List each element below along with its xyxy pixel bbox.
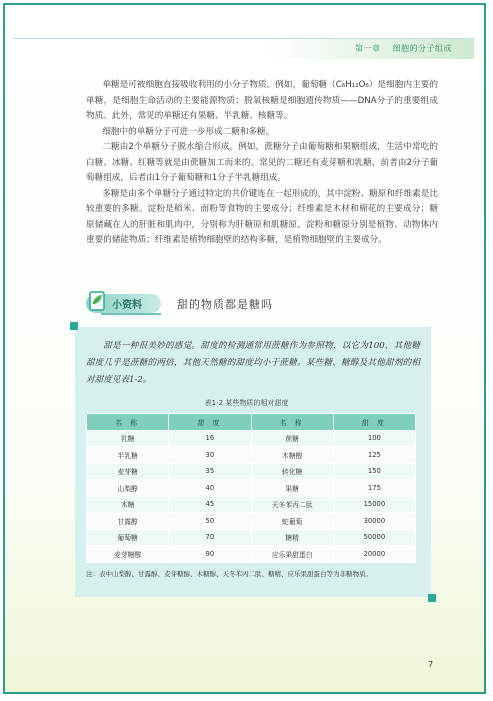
- sweetness-table: [86, 413, 416, 563]
- substance-name-cell: 天冬苯丙二肽: [251, 496, 333, 513]
- substance-name-cell: 葡萄糖: [87, 529, 169, 546]
- sweetness-value-cell: 125: [333, 447, 415, 464]
- sweetness-value-cell: 150: [333, 463, 415, 480]
- paragraph-disaccharide: 二糖由2个单糖分子脱水缩合形成。例如，蔗糖分子由葡萄糖和果糖组成，生活中常吃的白糖、冰糖、红糖等就是由蔗糖加工而来的。常见的二糖还有麦芽糖和乳糖，前者由2分子葡萄糖组成，后者由1分子葡萄糖和1分子半乳糖组成。: [86, 142, 438, 183]
- substance-name-cell: 木糖: [87, 496, 169, 513]
- substance-name-cell: 麦芽糖醇: [87, 546, 169, 563]
- sweetness-value-cell: 16: [169, 430, 251, 447]
- badge-underline: [101, 313, 161, 315]
- sweetness-value-cell: 20000: [333, 546, 415, 563]
- table-caption: 表1-2 某些物质的相对甜度: [204, 399, 289, 407]
- page-number: 7: [428, 660, 434, 669]
- sweetness-value-cell: 40: [169, 480, 251, 497]
- table-row: [87, 529, 416, 546]
- table-row: [87, 463, 416, 480]
- substance-name-cell: 转化糖: [251, 463, 333, 480]
- substance-name-cell: 木糖醇: [251, 447, 333, 464]
- sweetness-value-cell: 30000: [333, 513, 415, 530]
- column-header: 名 称: [251, 414, 333, 431]
- info-box-title: 甜的物质都是糖吗: [177, 298, 273, 311]
- substance-name-cell: 果糖: [251, 480, 333, 497]
- sweetness-value-cell: 175: [333, 480, 415, 497]
- sweetness-value-cell: 70: [169, 529, 251, 546]
- sweetness-value-cell: 15000: [333, 496, 415, 513]
- chapter-title: [355, 43, 452, 54]
- info-box-intro: [86, 338, 420, 389]
- sweetness-value-cell: 50000: [333, 529, 415, 546]
- paragraph-transition: 细胞中的单糖分子可进一步形成二糖和多糖。: [102, 126, 275, 137]
- table-row: [87, 496, 416, 513]
- sweetness-value-cell: 50: [169, 513, 251, 530]
- column-header: 甜 度: [169, 414, 251, 431]
- substance-name-cell: 糖精: [251, 529, 333, 546]
- intro-paragraph: 甜是一种很美妙的感觉。甜度的检测通常用蔗糖作为参照物，以它为100，其他糖甜度几乎是蔗糖的两倍，其他天然糖的甜度均小于蔗糖。某些糖、糖醇及其他甜剂的相对甜度见表1-2。: [86, 341, 420, 385]
- table-body: [87, 430, 416, 562]
- substance-name-cell: 蔗糖: [251, 430, 333, 447]
- info-badge-label: 小资料: [112, 300, 142, 311]
- chapter-header: [13, 38, 474, 59]
- paragraph-monosaccharide: 单糖是可被细胞直接吸收利用的小分子物质。例如，葡萄糖（C₆H₁₂O₆）是细胞内主要的单糖，是细胞生命活动的主要能源物质；脱氧核糖是细胞遗传物质——DNA分子的重要组成物质。此外，常见的单糖还有果糖、半乳糖、核糖等。: [86, 80, 438, 121]
- table-row: [87, 480, 416, 497]
- chapter-number: 第一章: [355, 44, 381, 53]
- sweetness-value-cell: 30: [169, 447, 251, 464]
- corner-marker-top-left: [70, 322, 78, 330]
- leaf-icon: [88, 290, 106, 312]
- table-row: [87, 430, 416, 447]
- substance-name-cell: 乳糖: [87, 430, 169, 447]
- substance-name-cell: 甘露醇: [87, 513, 169, 530]
- sweetness-value-cell: 90: [169, 546, 251, 563]
- column-header: 甜 度: [333, 414, 415, 431]
- substance-name-cell: 应乐果甜蛋白: [251, 546, 333, 563]
- substance-name-cell: 蛇葡萄: [251, 513, 333, 530]
- substance-name-cell: 山梨醇: [87, 480, 169, 497]
- substance-name-cell: 半乳糖: [87, 447, 169, 464]
- corner-marker-bottom-right: [428, 594, 436, 602]
- sweetness-value-cell: 100: [333, 430, 415, 447]
- paragraph-polysaccharide: 多糖是由多个单糖分子通过特定的共价键连在一起形成的，其中淀粉、糖原和纤维素是比较重要的多糖。淀粉是稻米、面粉等食物的主要成分；纤维素是木材和棉花的主要成分；糖原储藏在人的肝脏和肌肉中，分别称为肝糖原和肌糖原。淀粉和糖原分别是植物、动物体内重要的储能物质；纤维素是植物细胞壁的结构多糖，是植物细胞壁的主要成分。: [86, 188, 438, 245]
- table-row: [87, 546, 416, 563]
- section-name: 细胞的分子组成: [392, 44, 452, 53]
- substance-name-cell: 麦芽糖: [87, 463, 169, 480]
- table-row: [87, 447, 416, 464]
- column-header: 名 称: [87, 414, 169, 431]
- table-header-row: [87, 414, 416, 431]
- sweetness-value-cell: 45: [169, 496, 251, 513]
- table-row: [87, 513, 416, 530]
- sweetness-value-cell: 35: [169, 463, 251, 480]
- table-note: 注：表中山梨醇、甘露醇、麦芽糖醇、木糖醇、天冬苯丙二肽、糖精、应乐果甜蛋白等为非糖物质。: [86, 570, 372, 578]
- body-text: [86, 78, 438, 249]
